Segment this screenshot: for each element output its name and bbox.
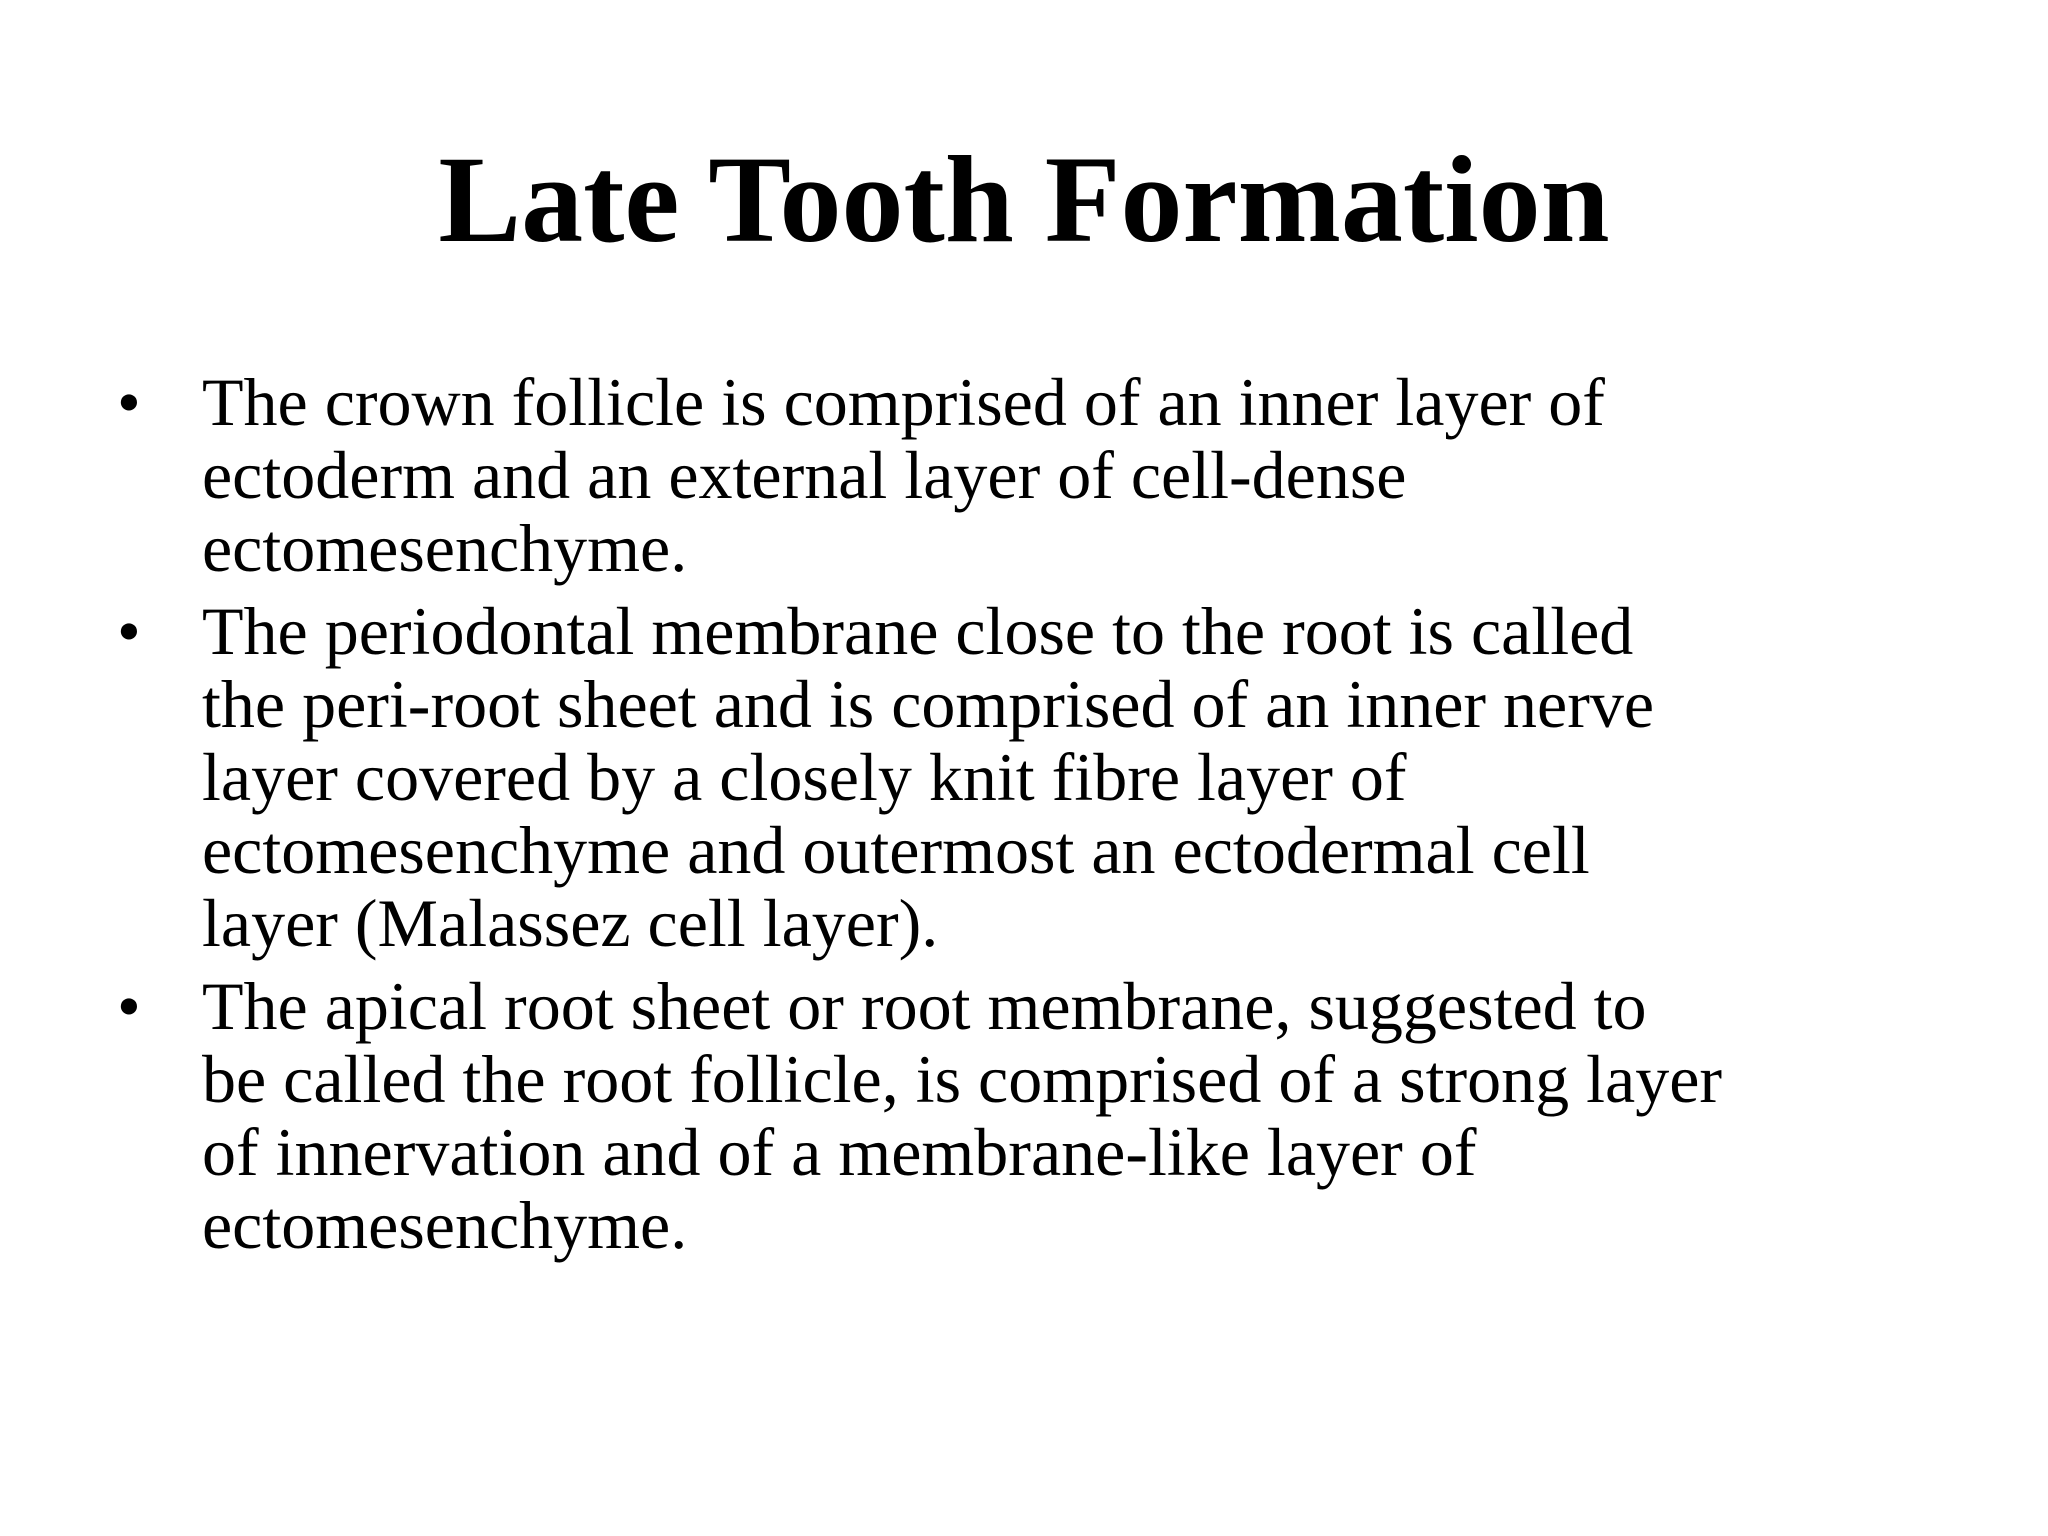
bullet-marker: •: [117, 364, 141, 440]
bullet-item-periodontal-membrane: [0, 595, 2048, 960]
bullet-text: The apical root sheet or root membrane, suggested to be called the root follicle, is comprised of a strong layer of innervation and of a membrane-like layer of ectomesenchyme.: [202, 968, 1723, 1263]
slide-title: Late Tooth Formation: [438, 131, 1610, 268]
bullet-marker: •: [117, 593, 141, 669]
bullet-marker: •: [117, 968, 141, 1044]
bullet-item-apical-root-sheet: [0, 970, 2048, 1262]
bullet-text: The periodontal membrane close to the root is called the peri-root sheet and is comprised of an inner nerve layer covered by a closely knit fibre layer of ectomesenchyme and outermost an ectodermal cell layer (Malassez cell layer).: [202, 593, 1655, 961]
bullet-text: The crown follicle is comprised of an inner layer of ectoderm and an external layer of cell-dense ectomesenchyme.: [202, 364, 1605, 586]
bullet-list: [0, 366, 2048, 1272]
bullet-item-crown-follicle: [0, 366, 2048, 585]
